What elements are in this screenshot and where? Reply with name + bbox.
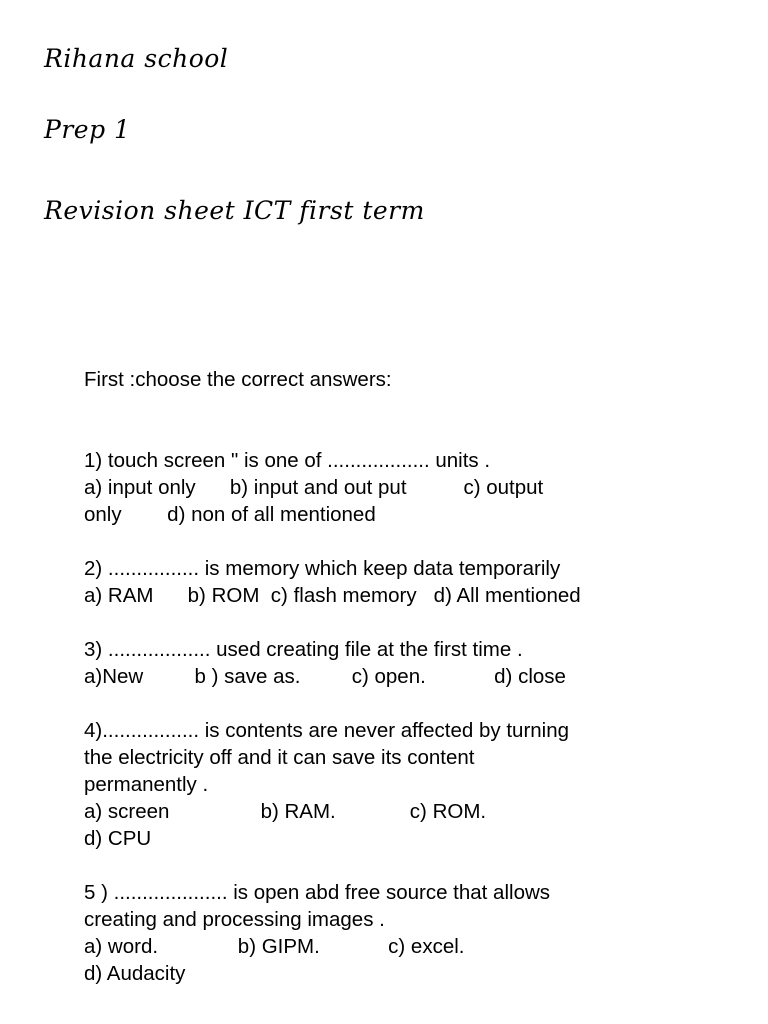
question-4-line-5: d) CPU [84,827,152,850]
question-1-line-3: only d) non of all mentioned [84,503,376,526]
question-3 [84,636,694,690]
question-1 [84,447,694,528]
question-3-line-2: a)New b ) save as. c) open. d) close [84,665,566,688]
section-heading: First :choose the correct answers: [84,368,392,391]
question-4 [84,717,694,852]
question-5-line-4: d) Audacity [84,962,186,985]
school-name: Rihana school [44,44,229,73]
spacer [84,690,694,717]
question-5 [84,879,694,987]
question-4-line-3: permanently . [84,773,209,796]
spacer [84,528,694,555]
question-1-line-1: 1) touch screen " is one of .................. units . [84,449,491,472]
spacer [84,852,694,879]
question-2-line-2: a) RAM b) ROM c) flash memory d) All mentioned [84,584,581,607]
sheet-title: Revision sheet ICT first term [44,196,425,225]
question-4-line-2: the electricity off and it can save its content [84,746,475,769]
question-5-line-3: a) word. b) GIPM. c) excel. [84,935,465,958]
question-4-line-4: a) screen b) RAM. c) ROM. [84,800,487,823]
spacer [84,609,694,636]
question-2-line-1: 2) ................ is memory which keep data temporarily [84,557,561,580]
question-3-line-1: 3) .................. used creating file at the first time . [84,638,523,661]
question-5-line-1: 5 ) .................... is open abd free source that allows [84,881,551,904]
question-1-line-2: a) input only b) input and out put c) output [84,476,544,499]
question-2 [84,555,694,609]
question-5-line-2: creating and processing images . [84,908,385,931]
question-list [84,447,694,987]
grade-level: Prep 1 [44,115,131,144]
question-4-line-1: 4)................. is contents are never affected by turning [84,719,570,742]
